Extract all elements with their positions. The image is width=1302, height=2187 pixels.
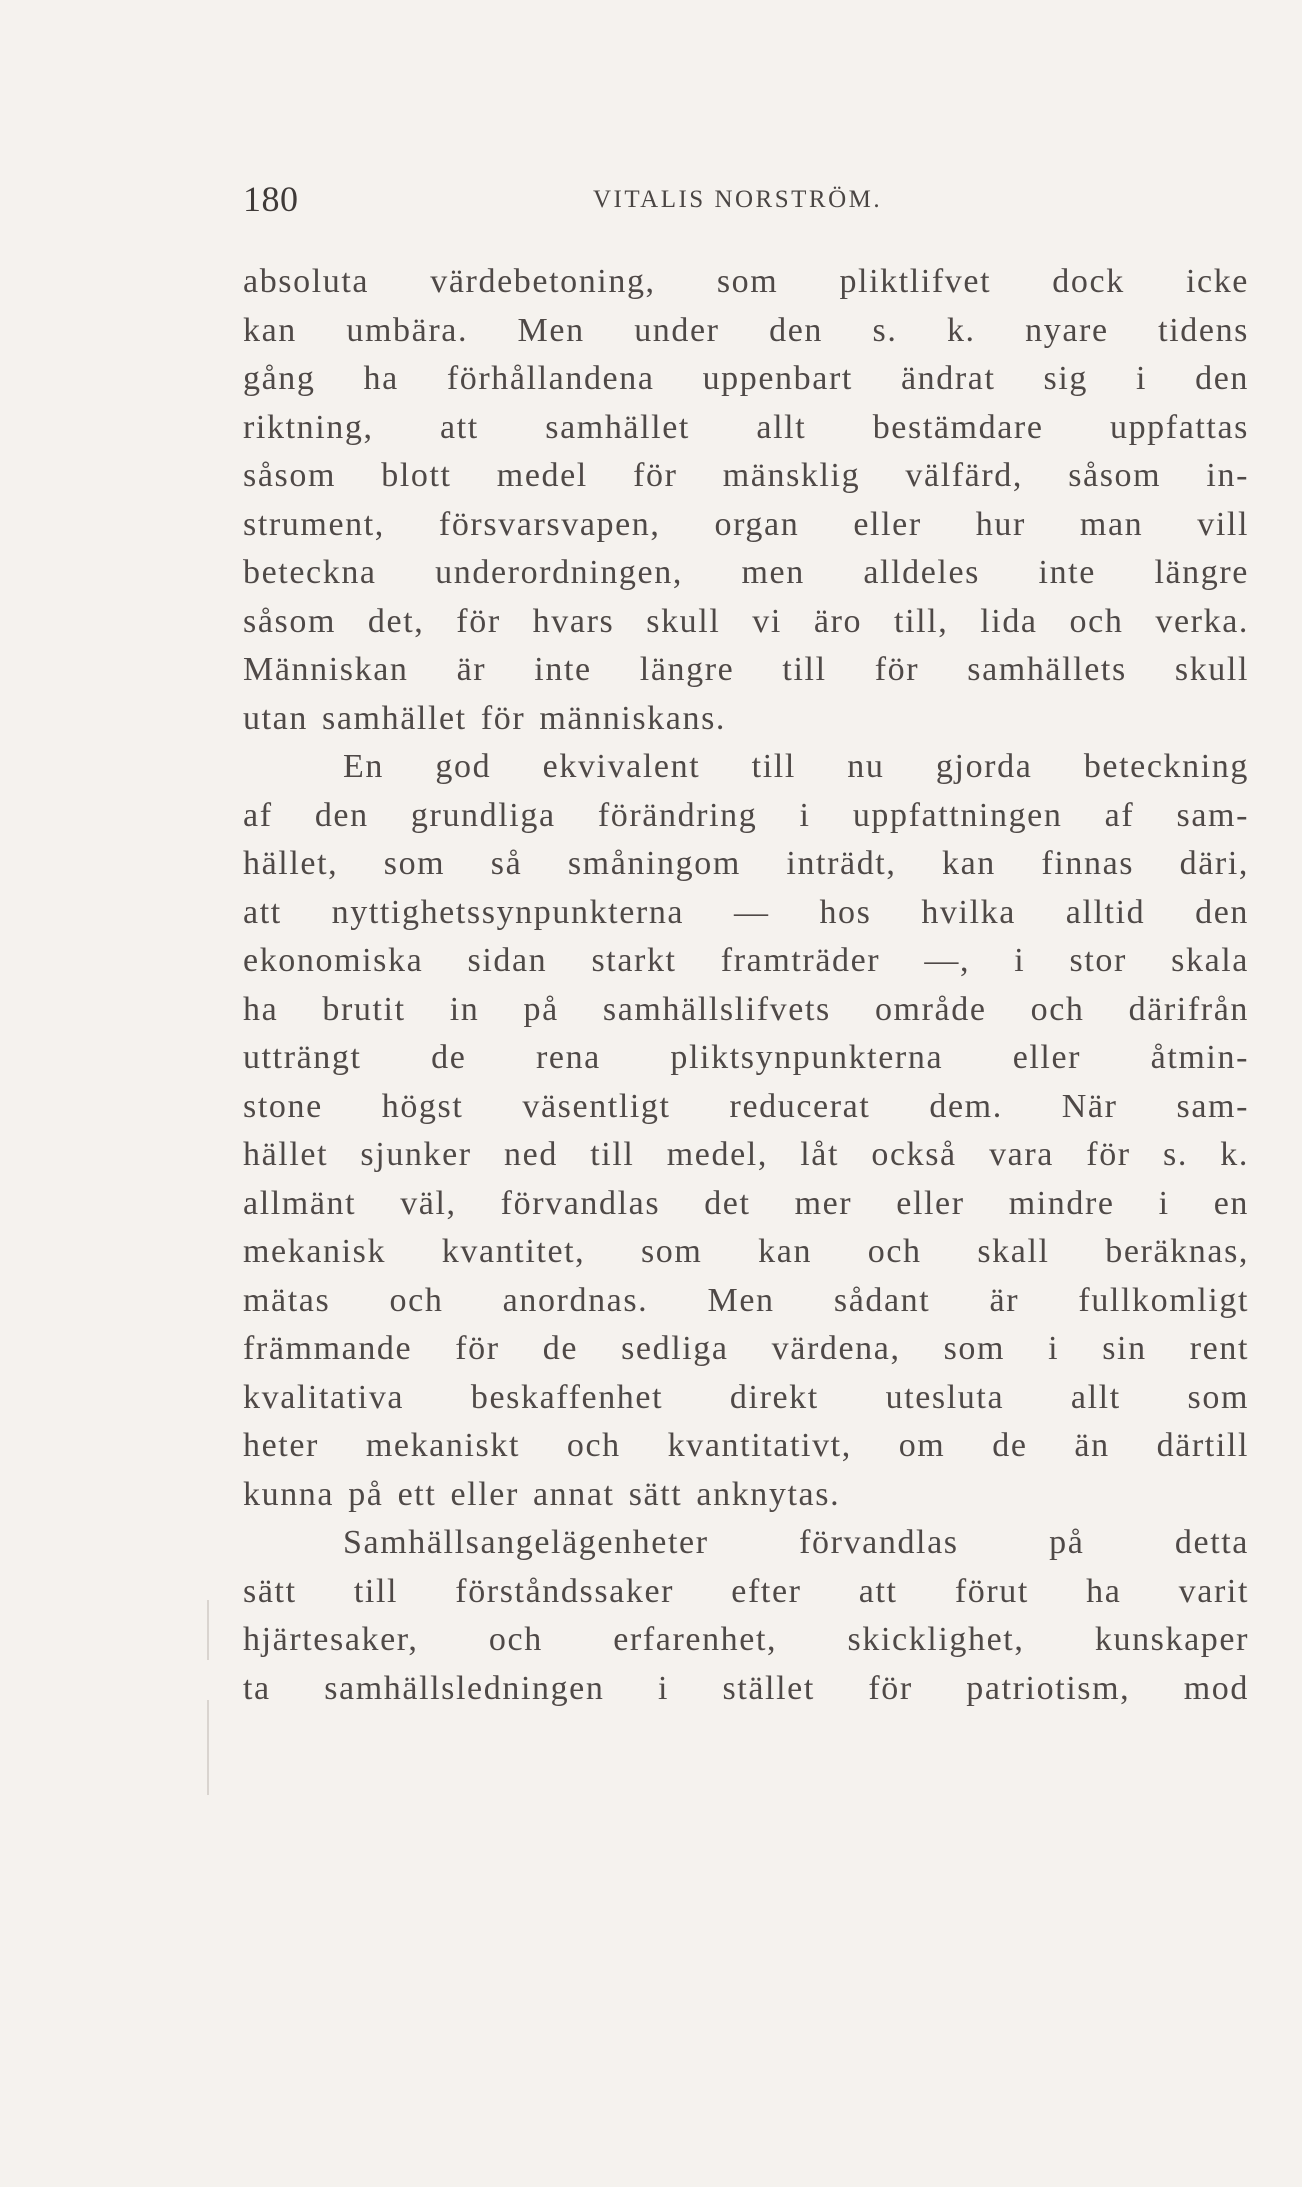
text-line: ha brutit in på samhällslifvets område och därifrån — [243, 990, 1249, 1028]
text-line: Samhällsangelägenheter förvandlas på detta — [343, 1524, 1249, 1561]
text-line: allmänt väl, förvandlas det mer eller mindre i en — [243, 1184, 1249, 1222]
running-title: VITALIS NORSTRÖM. — [593, 186, 883, 213]
text-line: såsom det, för hvars skull vi äro till, lida och verka. — [243, 602, 1249, 640]
text-line: gång ha förhållandena uppenbart ändrat sig i den — [243, 360, 1249, 397]
running-head — [243, 178, 1248, 228]
text-line: kan umbära. Men under den s. k. nyare tidens — [243, 311, 1249, 349]
margin-mark — [207, 1700, 209, 1795]
text-line: utträngt de rena pliktsynpunkterna eller åtmin- — [243, 1039, 1249, 1076]
text-line: såsom blott medel för mänsklig välfärd, såsom in- — [243, 457, 1249, 494]
text-line: En god ekvivalent till nu gjorda beteckning — [343, 748, 1249, 785]
text-line: ta samhällsledningen i stället för patriotism, mod — [243, 1669, 1249, 1707]
text-line: främmande för de sedliga värdena, som i sin rent — [243, 1330, 1249, 1367]
text-line: stone högst väsentligt reducerat dem. När sam- — [243, 1087, 1249, 1125]
text-line: strument, försvarsvapen, organ eller hur man vill — [243, 505, 1249, 543]
page-number: 180 — [243, 179, 299, 219]
text-line: hället sjunker ned till medel, låt också vara för s. k. — [243, 1136, 1249, 1173]
text-line: att nyttighetssynpunkterna — hos hvilka alltid den — [243, 893, 1249, 931]
text-line: Människan är inte längre till för samhällets skull — [243, 651, 1249, 688]
body-text — [243, 258, 1249, 1713]
text-line: kvalitativa beskaffenhet direkt utesluta allt som — [243, 1378, 1249, 1416]
text-line: af den grundliga förändring i uppfattningen af sam- — [243, 796, 1249, 834]
text-line: utan samhället för människans. — [243, 699, 727, 737]
text-line: mekanisk kvantitet, som kan och skall beräknas, — [243, 1233, 1249, 1270]
margin-mark — [207, 1600, 209, 1660]
text-line: riktning, att samhället allt bestämdare uppfattas — [243, 408, 1249, 446]
text-line: beteckna underordningen, men alldeles inte längre — [243, 554, 1249, 591]
text-line: hället, som så småningom inträdt, kan finnas däri, — [243, 845, 1249, 882]
text-line: ekonomiska sidan starkt framträder —, i stor skala — [243, 942, 1249, 979]
text-line: absoluta värdebetoning, som pliktlifvet dock icke — [243, 263, 1249, 300]
text-line: heter mekaniskt och kvantitativt, om de än därtill — [243, 1427, 1249, 1464]
text-line: hjärtesaker, och erfarenhet, skicklighet, kunskaper — [243, 1621, 1249, 1658]
text-line: kunna på ett eller annat sätt anknytas. — [243, 1475, 841, 1513]
text-line: sätt till förståndssaker efter att förut ha varit — [243, 1572, 1249, 1610]
text-line: mätas och anordnas. Men sådant är fullkomligt — [243, 1281, 1249, 1319]
